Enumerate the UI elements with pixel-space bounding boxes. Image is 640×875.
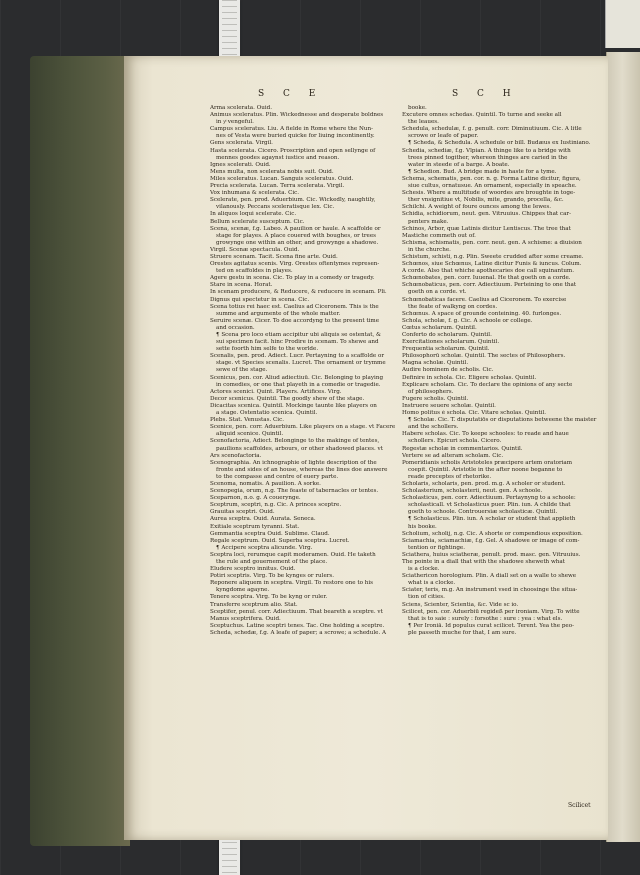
right-column-line: trees pinned togither, whereon thinges are caried in the bbox=[408, 154, 568, 161]
right-column-line: Homo politus è schola. Cic. Vitare scholas. Quintil. bbox=[402, 410, 547, 417]
right-column-line: Schisma, schismatis, pen. corr. neut. gen. A schisme: a diuision bbox=[402, 239, 582, 246]
right-column-line: Explicare scholam. Cic. To declare the opinions of any secte bbox=[402, 381, 573, 388]
right-column-line: ¶ Scholæ. Cic. T. disputatiōs or disputations betweene the maister bbox=[408, 417, 597, 424]
left-column-line: Regale sceptrum. Ouid. Superba sceptra. Lucret. bbox=[210, 537, 350, 544]
right-column-line: Schedia, schediæ, f.g. Vlpian. A thinge like to a bridge with bbox=[402, 147, 571, 154]
right-column-line: Excutere omnes schedas. Quintil. To turne and seeke all bbox=[402, 112, 562, 119]
right-column-line: Scholasterium, scholasterii, neut. gen. A schoole. bbox=[402, 488, 543, 495]
right-column-line: Pomeridianis scholis Aristoteles præcipere artem oratoriam bbox=[402, 459, 573, 466]
left-column-line: Ars scenofactoria. bbox=[210, 452, 262, 459]
left-column-line: Struere scenam. Tacit. Scena fine arte. Ouid. bbox=[210, 253, 338, 260]
right-column-line: Schinos, Arbor, quæ Latinis dicitur Lentiscus. The tree that bbox=[402, 225, 571, 232]
scale-ruler-top bbox=[219, 0, 240, 58]
right-column-line: Schema, schematis, pen. cor. n. g. Forma Latine dicitur, figura, bbox=[402, 175, 581, 182]
right-column-line: Cœtus scholarum. Quintil. bbox=[402, 324, 477, 331]
left-column-line: Arma scelerata. Ouid. bbox=[210, 105, 273, 111]
left-column-line: to the compasse and centre of euery parte. bbox=[216, 473, 339, 480]
right-column-line: reade preceptes of rhetorike. bbox=[408, 473, 492, 480]
left-column-line: In scenam producere, & Reducere, & reducere in scenam. Pli. bbox=[210, 289, 387, 296]
left-column-line: vilanously. Peccans sceleratisque lex. Cic. bbox=[216, 204, 335, 211]
right-column-line: Sciathericon horologium. Plin. A diall set on a walle to shewe bbox=[402, 573, 577, 580]
right-column-line: Scholasticus, pen. corr. Adiectiuum. Pertaynyng to a schoole: bbox=[402, 495, 576, 502]
left-column-line: Manus sceptrifera. Ouid. bbox=[210, 615, 281, 622]
left-column-line: ted on scaffoldes in playes. bbox=[216, 268, 293, 275]
left-column-line: Transferre sceptrum alio. Stat. bbox=[210, 601, 298, 608]
right-column-line: coepit. Quintil. Aristotle in the after noone beganne to bbox=[408, 466, 563, 473]
left-column-line: Scena totius rei haec est. Caelius ad Ciceronem. This is the bbox=[210, 303, 379, 310]
left-column-line: Scenopegia, orum, n.g. The feaste of tabernacles or tentes. bbox=[210, 488, 379, 495]
right-column-line: Schœnobaticas facere. Caelius ad Ciceronem. To exercise bbox=[402, 296, 567, 303]
left-column-line: Stare in scena. Horat. bbox=[210, 282, 273, 289]
left-column-line: Scenalis, pen. prod. Adiect. Lucr. Pertayning to a scaffolde or bbox=[210, 353, 385, 360]
left-column-line: Campus sceleratus. Liu. A fielde in Rome where the Nun- bbox=[210, 126, 373, 133]
left-column-line: Scenofactoria, Adiect. Belonginge to the makinge of tentes, bbox=[210, 438, 380, 445]
right-column-line: in the churche. bbox=[408, 246, 451, 253]
right-column-line: Frequentia scholarum. Quintil. bbox=[402, 346, 490, 353]
corner-tab bbox=[605, 0, 640, 48]
right-column-line: of philosophers. bbox=[408, 388, 454, 395]
left-column-line: kyngdome agayne. bbox=[216, 587, 270, 594]
left-column-line: Virgil. Scenæ spectacula. Ouid. bbox=[210, 246, 300, 253]
left-column-line: in yͤ vengeful. bbox=[216, 119, 254, 126]
right-column-line: goeth on a corde. vt. bbox=[408, 289, 467, 296]
page-fore-edge bbox=[606, 52, 640, 842]
scale-ruler-bottom bbox=[219, 836, 240, 875]
left-column-line: Eludere sceptro innitus. Ouid. bbox=[210, 566, 296, 573]
right-column-line: what is a clocke. bbox=[408, 580, 456, 587]
right-column-line: Mastiche commeth out of. bbox=[402, 232, 476, 239]
right-column-line: Scilicet, pen. cor. Aduerbiū regideß per ironiam. Virg. To witte bbox=[402, 608, 580, 615]
right-column-line: Schidia, schidiorum, neut. gen. Vitruuius. Chippes that car- bbox=[402, 211, 571, 218]
right-column-line: Schesis. Where a multitude of woordes are broughte in toge- bbox=[402, 190, 576, 197]
left-column-line: Sceptrum, sceptri, n.g. Cic. A princes sceptre. bbox=[210, 502, 342, 509]
right-column-line: the feate of walkyng on cordes. bbox=[408, 303, 498, 310]
right-column-line: Scholium, scholij, n.g. Cic. A shorte or compendious exposition. bbox=[402, 530, 583, 537]
right-column-line: tention or fightinge. bbox=[408, 544, 465, 551]
left-column-line: Scena, scenæ, f.g. Labeo. A pauilion or haule. A scaffolde or bbox=[210, 225, 381, 232]
right-column-line: Schola, scholæ, f. g. Cic. A schoole or college. bbox=[402, 317, 533, 324]
left-column-line: Precia scelerata. Lucan. Terra scelerata. Virgil. bbox=[210, 183, 345, 190]
left-column-line: Seruire scenæ. Cicer. To doe accordyng to the present time bbox=[210, 317, 380, 324]
left-column-line: nes of Vesta were buried quicke for liuing incontinently. bbox=[216, 133, 375, 140]
left-column-line: Gemmantia sceptra Ouid. Sublime. Claud. bbox=[210, 530, 330, 537]
right-column-line: Schilchi. A weight of foure ounces among the Iewes. bbox=[402, 204, 551, 211]
left-column-line: Dicacitas scenica. Quintil. Mockinge taunte like players on bbox=[210, 402, 377, 409]
left-column-line: growynge one within an other, and growynge a shadowe. bbox=[216, 239, 379, 246]
right-column bbox=[402, 105, 598, 637]
right-column-line: Conferto do scholarum. Quintil. bbox=[402, 332, 492, 338]
right-column-line: that is to saie : surely : forsothe : sure : yea : what els. bbox=[408, 615, 563, 622]
left-column-line: sewe of the stage. bbox=[216, 367, 268, 374]
right-column-line: Schistum, schisti, n.g. Plin. Sweete crudded after some creame. bbox=[402, 253, 584, 260]
left-column-line: Scheda, schedæ, f.g. A leafe of paper; a scrowe; a schedule. A bbox=[210, 629, 387, 636]
catchword: Scilicet bbox=[568, 802, 591, 809]
left-column-line: Decor scenicus. Quintil. The goodly shew of the stage. bbox=[210, 395, 365, 402]
left-column-line: Hasta scelerata. Cicero. Proscription and open sellynge of bbox=[210, 147, 376, 154]
left-column-line: ¶ Accipere sceptra alicunde. Virg. bbox=[216, 544, 313, 551]
left-column-line: the rule and gouernement of the place. bbox=[216, 559, 328, 565]
dictionary-page bbox=[124, 56, 608, 840]
right-column-line: Schœnobaticus, pen. corr. Adiectiuum. Perteining to one that bbox=[402, 282, 577, 289]
right-column-line: ¶ Per Ironiā. Id populus curat scilicet. Terent. Yea the peo- bbox=[408, 622, 574, 629]
right-column-line: ¶ Schedion. Bud. A bridge made in haste for a tyme. bbox=[408, 168, 557, 175]
right-column-line: Instruere seuere scholæ. Quintil. bbox=[402, 402, 496, 409]
left-column-line: Scenoma, nomatis. A pauilion. A sorke. bbox=[210, 480, 321, 487]
right-column-line: penters make. bbox=[408, 218, 449, 225]
right-column-line: booke. bbox=[408, 105, 427, 111]
right-column-line: ¶ Scheda, & Schedula. A schedule or bill. Budæus ex Iustiniano. bbox=[408, 140, 591, 147]
right-column-line: Philosophorū scholæ. Quintil. The sectes of Philosophers. bbox=[402, 353, 566, 360]
left-column-line: Grauitas sceptri. Ouid. bbox=[210, 509, 275, 516]
right-column-line: scrowe or leafe of paper. bbox=[408, 133, 479, 140]
left-column-line: sette foorth him selfe to the worlde. bbox=[216, 346, 319, 353]
right-column-line: Schœnobates, pen. corr. Iuuenal. He that goeth on a corde. bbox=[402, 275, 571, 282]
left-column-line: Sceptra loci, rerumque capit moderamen. Ouid. He taketh bbox=[210, 551, 376, 558]
left-column-line: Scenographia. An ichnographie of lighte description of the bbox=[210, 459, 377, 466]
left-column-line: Reponere aliquem in sceptra. Virgil. To restore one to his bbox=[210, 580, 374, 587]
right-column-line: Definire in schola. Cic. Eligere scholas. Quintil. bbox=[402, 374, 537, 381]
right-column-line: water in steede of a barge. A boate. bbox=[408, 161, 510, 168]
book-binding bbox=[30, 56, 130, 846]
left-column-line: Aurea sceptra. Ouid. Aurata. Seneca. bbox=[210, 516, 316, 523]
right-column-line: ¶ Scholasticus. Plin. iun. A scholar or student that applieth bbox=[408, 516, 576, 523]
left-column-line: Agere gestu in scena. Cic. To play in a comedy or tragedy. bbox=[210, 275, 375, 282]
right-column-line: Vertere se ad alteram scholam. Cic. bbox=[402, 452, 504, 459]
left-column-line: Sceptifer, penul. corr. Adiectiuum. That beareth a sceptre. vt bbox=[210, 608, 383, 615]
right-column-line: Schœnus. A space of grounde conteining. 40. furlonges. bbox=[402, 310, 562, 317]
left-column-line: Potiri sceptris. Virg. To be kynges or rulers. bbox=[210, 573, 335, 580]
left-column-line: and occasion. bbox=[216, 324, 255, 331]
left-column-line: sui specimen facit. hinc Prodire in scenam. To shewe and bbox=[216, 339, 379, 346]
right-column-line: his booke. bbox=[408, 523, 437, 530]
right-column-line: is a clocke. bbox=[408, 566, 440, 573]
left-column-line: Scenice, pen. corr. Aduerbium. Like players on a stage. vt Facere bbox=[210, 424, 396, 431]
right-column-line: ple passeth muche for that, I am sure. bbox=[408, 629, 517, 636]
running-head-left: S C E bbox=[258, 89, 324, 99]
left-column-line: Sceptuchus. Latine sceptri tenes. Tac. One holding a sceptre. bbox=[210, 622, 385, 629]
right-column-line: Exercitationes scholarum. Quintil. bbox=[402, 339, 500, 346]
left-column-line: Plebs. Stat. Venustas. Cic. bbox=[210, 417, 284, 424]
right-column-line: Audire hominem de scholis. Cic. bbox=[402, 367, 494, 374]
right-column-line: schollers. Epicuri schola. Cicero. bbox=[408, 438, 502, 445]
right-column-line: Schœnos, siue Schœnus, Latine dicitur Funis & iuncus. Colum. bbox=[402, 261, 582, 268]
left-column-line: Sceparnon, n.o. g. A couerynge. bbox=[210, 495, 301, 502]
left-column-line: Miles sceleratus. Lucan. Sanguis sceleratus. Ouid. bbox=[210, 175, 354, 182]
right-column-line: Regestæ scholæ in commentarios. Quintil. bbox=[402, 445, 523, 452]
right-column-line: goeth to schoole. Controuersiæ scholasticæ. Quintil. bbox=[408, 509, 558, 516]
left-column-line: Tenere sceptra. Virg. To be kyng or ruler. bbox=[210, 594, 328, 601]
right-column-line: The pointe in a diall that with the shadowe sheweth what bbox=[402, 559, 565, 565]
left-column-line: In aliquos loqui scelerate. Cic. bbox=[210, 211, 297, 218]
left-column-line: aliquid scenice. Quintil. bbox=[216, 431, 284, 438]
left-column-line: Mens multa, non scelerata nobis suit. Ouid. bbox=[210, 168, 334, 175]
left-column-line: mennes goodes agaynst iustice and reason. bbox=[216, 154, 340, 161]
right-column-line: tion of cities. bbox=[408, 594, 445, 601]
left-column-line: pauilions scaffoldes, arbours, or other shadowed places. vt bbox=[216, 445, 383, 452]
left-column-line: ¶ Scena pro loco etiam accipitur ubi aliquis se ostentat, & bbox=[216, 332, 381, 338]
left-column-line: Vox inhumana & scelerata. Cic. bbox=[210, 190, 300, 197]
left-column-line: Animus sceleratus. Plin. Wickednesse and desperate boldnes bbox=[210, 112, 384, 119]
right-column-line: and the schollers. bbox=[408, 424, 459, 431]
left-column-line: Scelerate, pen. prod. Aduerbium. Cic. Wickedly, naughtily, bbox=[210, 197, 376, 204]
left-column-line: a stage. Ostentatio scenica. Quintil. bbox=[216, 410, 318, 417]
right-column-line: Sciamachia, sciamachiæ, f.g. Gel. A shadowe or image of com- bbox=[402, 537, 580, 544]
right-column-line: Schedula, schedulæ, f. g. penult. corr. Diminutiuum. Cic. A litle bbox=[402, 126, 582, 133]
left-column-line: in comedies, or one that playeth in a comedie or tragedie. bbox=[216, 381, 381, 388]
left-column-line: fronte and sides of an house, whereas the lines doe answere bbox=[216, 466, 388, 473]
left-column bbox=[210, 105, 406, 637]
left-column-line: Dignus qui spectetur in scena. Cic. bbox=[210, 296, 310, 303]
right-column-line: Sciathera, huius sciatheræ, penult. prod. masc. gen. Vitruuius. bbox=[402, 551, 581, 558]
running-head-right: S C H bbox=[452, 89, 519, 99]
left-column-line: stage for playes. A place couered with boughes, or trees bbox=[216, 232, 377, 239]
right-column-line: Scholaris, scholaris, pen. prod. m.g. A scholer or student. bbox=[402, 480, 566, 487]
right-column-line: ther vnsignitiue vt, Nobilis, mite, grando, procella, &c. bbox=[408, 197, 564, 204]
left-column-line: Ignes scelerati. Ouid. bbox=[210, 161, 271, 168]
right-column-line: scholasticall. vt Scholasticus puer. Plin. iun. A childe that bbox=[408, 502, 571, 509]
right-column-line: Magna scholæ. Quintil. bbox=[402, 360, 469, 367]
left-column-line: summe and argumente of the whole matter. bbox=[216, 310, 341, 317]
left-column-line: Gens scelerata. Virgil. bbox=[210, 140, 273, 147]
left-column-line: Scenicus, pen. cor. Aliud adiectiuū. Cic. Belonging to playing bbox=[210, 374, 384, 381]
right-column-line: Sciens, Scienter, Scientia, &c. Vide sc io. bbox=[402, 601, 519, 608]
right-column-line: Habere scholas. Cic. To keepe schooles: to reade and haue bbox=[402, 431, 569, 438]
left-column-line: Bellum scelerate susceptum. Cic. bbox=[210, 218, 305, 225]
left-column-line: stage. vt Species scenalis. Lucret. The ornament or trymme bbox=[216, 360, 386, 367]
left-column-line: Orestes agitatus scenis. Virg. Orestes oftentymes represen- bbox=[210, 261, 380, 268]
right-column-line: the leaues. bbox=[408, 119, 439, 126]
left-column-line: Actores scenici. Quint. Players. Artifices. Virg. bbox=[210, 388, 342, 395]
left-column-line: Exitiale sceptrum tyranni. Stat. bbox=[210, 523, 300, 530]
right-column-line: Fugere scholis. Quintil. bbox=[402, 395, 469, 402]
right-column-line: A corde. Also that whiche apothecaries doe call squinantum. bbox=[402, 268, 575, 275]
right-column-line: siue cultus, ornatusue. An ornament, especially in speache. bbox=[408, 183, 577, 190]
right-column-line: Sciater, teris, m.g. An instrument vsed in choosinge the situa- bbox=[402, 587, 578, 594]
